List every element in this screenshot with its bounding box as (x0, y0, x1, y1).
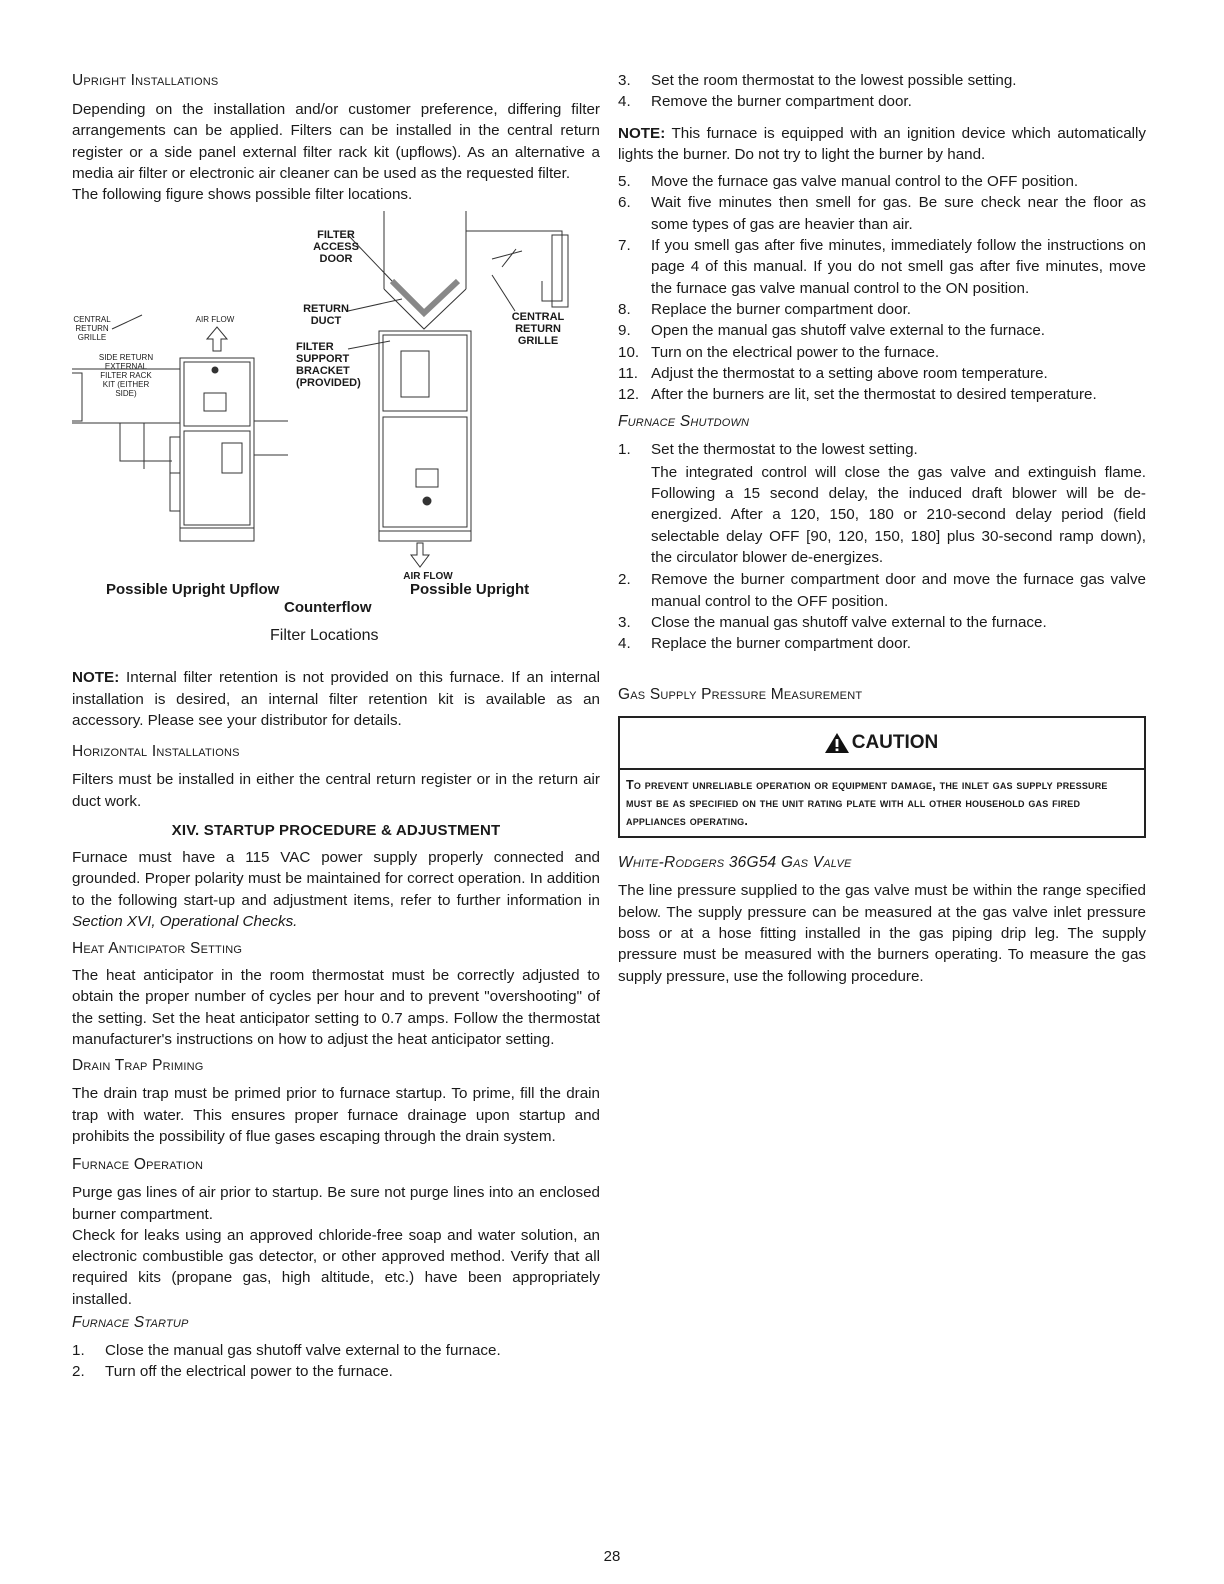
furnace-operation-paragraph-1: Purge gas lines of air prior to startup. Be sure not purge lines into an enclosed burner compartment. (72, 1184, 600, 1223)
air-flow-up-arrow (207, 327, 227, 351)
top-duct (466, 231, 562, 301)
caution-box (618, 716, 1146, 838)
step-text: Close the manual gas shutoff valve external to the furnace. (105, 1342, 501, 1360)
upright-paragraph-2: The following figure shows possible filter locations. (72, 186, 413, 204)
step-number: 6. (618, 194, 631, 212)
list-item (618, 299, 1146, 320)
step-number: 9. (618, 322, 631, 340)
list-item (618, 363, 1146, 384)
list-item (72, 1361, 600, 1382)
step-number: 2. (618, 571, 631, 589)
list-item (72, 1340, 600, 1361)
list-item (618, 235, 1146, 299)
note-internal-filter (72, 667, 600, 731)
step-number: 3. (618, 613, 631, 631)
step-text: Turn off the electrical power to the furnace. (105, 1363, 393, 1381)
right-column (618, 70, 1146, 987)
caution-title (626, 724, 1136, 768)
step-text: Set the thermostat to the lowest setting. (651, 441, 918, 459)
step-number: 5. (618, 173, 631, 191)
leader-return-duct (348, 299, 402, 311)
step-number: 1. (618, 441, 631, 459)
gas-supply-pressure-heading: Gas Supply Pressure Measurement (618, 686, 863, 704)
step-text: Open the manual gas shutoff valve external to the furnace. (651, 322, 1045, 340)
label-airflow-left: AIR FLOW (195, 315, 235, 325)
label-filter-support-bracket: FILTER SUPPORT BRACKET (PROVIDED) (296, 341, 361, 390)
heat-anticipator-heading: Heat Anticipator Setting (72, 940, 243, 958)
filter-diagram (72, 211, 600, 591)
caption-counterflow: Counterflow (284, 599, 372, 617)
white-rodgers-heading: White-Rodgers 36G54 Gas Valve (618, 854, 852, 872)
step-text: Replace the burner compartment door. (651, 300, 912, 318)
startup-paragraph (72, 847, 600, 932)
label-return-duct: RETURN DUCT (303, 303, 349, 328)
label-central-return-grille-right: CENTRAL RETURN GRILLE (511, 311, 565, 348)
step-text: After the burners are lit, set the thermostat to desired temperature. (651, 386, 1097, 404)
startup-paragraph-reference: Section XVI, Operational Checks. (72, 912, 298, 930)
step-number: 7. (618, 237, 631, 255)
side-filter-rack (72, 373, 82, 421)
shutdown-steps (618, 569, 1146, 654)
upright-installations-heading: Upright Installations (72, 72, 219, 89)
figure-captions (72, 581, 600, 657)
furnace-startup-heading: Furnace Startup (72, 1314, 189, 1332)
warning-icon (824, 732, 850, 754)
page-number: 28 (603, 1548, 621, 1565)
top-right-filter (552, 235, 568, 307)
duct-break (492, 249, 522, 267)
list-item (618, 70, 1146, 91)
filter-locations-figure (72, 211, 600, 591)
label-airflow-bottom: AIR FLOW (403, 571, 453, 583)
drain-trap-heading: Drain Trap Priming (72, 1057, 204, 1075)
gas-valve-paragraph: The line pressure supplied to the gas valve must be within the range specified below. The supply pressure can be measured at the gas valve inlet pressure boss or at a hose fitting installed in the gas piping drip leg. The supply pressure must be measured with the burners operating. To measure the gas supply pressure, use the following procedure. (618, 882, 1146, 985)
list-item (618, 320, 1146, 341)
step-text: Adjust the thermostat to a setting above room temperature. (651, 364, 1048, 382)
list-item (618, 439, 1146, 460)
list-item (618, 633, 1146, 654)
step-text: Remove the burner compartment door and move the furnace gas valve manual control to the OFF position. (651, 571, 1146, 610)
list-item (618, 192, 1146, 235)
step-text: Set the room thermostat to the lowest possible setting. (651, 72, 1017, 89)
horizontal-installations-heading: Horizontal Installations (72, 743, 240, 761)
shutdown-step-1 (618, 439, 1146, 460)
step-number: 10. (618, 343, 640, 361)
furnace-operation-heading: Furnace Operation (72, 1156, 204, 1174)
list-item (618, 91, 1146, 112)
label-central-return-grille-left: CENTRAL RETURN GRILLE (73, 315, 111, 343)
leader-central-return (492, 275, 515, 311)
horizontal-paragraph: Filters must be installed in either the central return register or in the return air duct work. (72, 771, 600, 810)
startup-steps-continued (618, 70, 1146, 113)
caution-text: To prevent unreliable operation or equipment damage, the inlet gas supply pressure must be as specified on the unit rating plate with all other household gas fired appliances operating. (626, 778, 1108, 829)
furnace-operation-paragraph-2: Check for leaks using an approved chloride-free soap and water solution, an electronic combustible gas detector, or other approved method. Verify that all required kits (propane gas, high altitude, etc.) have been appropriately installed. (72, 1226, 600, 1308)
note-text: This furnace is equipped with an ignition device which automatically lights the burner. Do not try to light the burner by hand. (618, 124, 1146, 163)
step-text: If you smell gas after five minutes, immediately follow the instructions on page 4 of this manual. If you do not smell gas after five minutes, move the furnace gas valve manual control to the ON position. (651, 237, 1146, 297)
startup-section-title: XIV. STARTUP PROCEDURE & ADJUSTMENT (171, 821, 501, 839)
startup-paragraph-text: Furnace must have a 115 VAC power supply properly connected and grounded. Proper polarity must be maintained for correct operation. In addition to the following start-up and adjustment items, refer to further information in (72, 848, 600, 909)
lower-duct (170, 471, 180, 511)
leader-central-return-left (112, 315, 142, 329)
step-text: Turn on the electrical power to the furnace. (651, 343, 940, 361)
upflow-furnace-cabinet (180, 358, 254, 528)
note-label: NOTE: (618, 124, 666, 142)
step-text: Close the manual gas shutoff valve external to the furnace. (651, 613, 1047, 631)
heat-anticipator-paragraph: The heat anticipator in the room thermostat must be correctly adjusted to obtain the proper number of cycles per hour and to prevent "overshooting" of the setting. Set the heat anticipator setting to 0.7 amps. Follow the thermostat manufacturer's instructions on how to adjust the heat anticipator setting. (72, 967, 600, 1049)
furnace-startup-steps (72, 1340, 600, 1383)
lower-filter (170, 437, 180, 473)
list-item (618, 569, 1146, 612)
drain-trap-paragraph: The drain trap must be primed prior to furnace startup. To prime, fill the drain trap with water. This ensures proper furnace drainage upon startup and prohibits the possibility of flue gases escaping through the drain system. (72, 1085, 600, 1145)
counterflow-knob (423, 497, 431, 505)
shutdown-description: The integrated control will close the gas valve and extinguish flame. Following a 15 second delay, the induced draft blower will be de-energized. After a 120, 150, 180 or 210-second delay period (field selectable delay OFF [90, 120, 150, 180] plus 30-second ramp down), the circulator blower de-energizes. (651, 463, 1146, 566)
upflow-knob (212, 367, 218, 373)
step-text: Replace the burner compartment door. (651, 635, 912, 653)
v-filter (392, 281, 458, 313)
caution-title-text: CAUTION (851, 732, 939, 754)
return-duct (384, 211, 466, 289)
side-return-drop (120, 423, 172, 469)
step-number: 2. (72, 1363, 85, 1381)
step-number: 12. (618, 386, 640, 404)
step-text: Wait five minutes then smell for gas. Be sure check near the floor as some types of gas are heavier than air. (651, 194, 1146, 233)
furnace-shutdown-heading: Furnace Shutdown (618, 413, 750, 431)
step-number: 1. (72, 1342, 85, 1360)
list-item (618, 384, 1146, 405)
list-item (618, 171, 1146, 192)
list-item (618, 612, 1146, 633)
step-text: Remove the burner compartment door. (651, 93, 912, 111)
caption-upright: Possible Upright (410, 581, 530, 599)
step-number: 4. (618, 635, 631, 653)
step-number: 3. (618, 72, 631, 89)
left-column (72, 70, 600, 1383)
step-number: 4. (618, 93, 631, 111)
label-side-return: SIDE RETURN EXTERNAL FILTER RACK KIT (EITHER SIDE) (98, 353, 154, 399)
caption-upflow: Possible Upright Upflow (106, 581, 280, 599)
step-text: Move the furnace gas valve manual control to the OFF position. (651, 173, 1079, 191)
counterflow-base (379, 531, 471, 541)
note-ignition (618, 123, 1146, 166)
upright-paragraph-1: Depending on the installation and/or customer preference, differing filter arrangements can be applied. Filters can be installed in the central return register or a side panel external filter rack kit (upflows). As an alternative a media air filter or electronic air cleaner can be used as the requested filter. (72, 101, 600, 182)
caption-filter-locations: Filter Locations (270, 627, 379, 645)
startup-steps-main (618, 171, 1146, 405)
upflow-base (180, 528, 254, 541)
note-label: NOTE: (72, 669, 120, 687)
note-text: Internal filter retention is not provided on this furnace. If an internal installation is desired, an internal filter retention kit is available as an accessory. Please see your distributor for details. (72, 669, 600, 730)
air-flow-down-arrow (411, 543, 429, 567)
label-filter-access-door: FILTER ACCESS DOOR (313, 229, 359, 266)
list-item (618, 342, 1146, 363)
step-number: 11. (618, 364, 638, 382)
step-number: 8. (618, 300, 631, 318)
right-side-duct (254, 421, 288, 455)
